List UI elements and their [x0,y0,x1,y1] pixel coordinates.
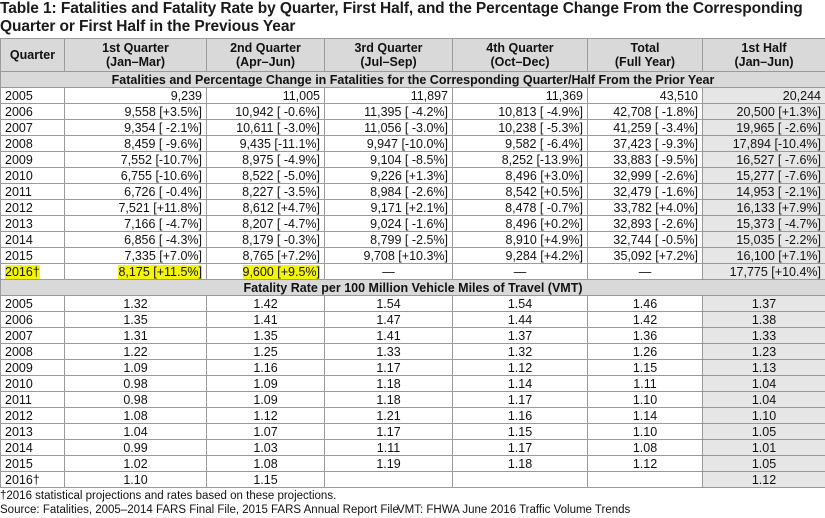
value-cell: 41,259 [ -3.4%] [588,120,703,136]
value-cell: 11,897 [325,88,453,104]
column-header [453,39,588,72]
value-cell: 1.36 [588,328,703,344]
column-header-label: 3rd Quarter [354,41,423,55]
column-header-label: 4th Quarter [486,41,554,55]
column-header-label: Total [630,41,660,55]
value-cell: 1.37 [703,296,825,312]
column-header-label: 1st Quarter [102,41,169,55]
value-cell: 15,373 [ -4.7%] [703,216,825,232]
value-cell: 1.37 [453,328,588,344]
year-cell: 2009 [1,152,65,168]
value-cell: 8,179 [ -0.3%] [207,232,325,248]
value-cell: 1.46 [588,296,703,312]
section-row [1,280,825,296]
section-title: Fatalities and Percentage Change in Fatalities for the Corresponding Quarter/Half From the Prior Year [1,72,825,88]
value-cell: 1.15 [453,424,588,440]
value-cell: 1.17 [325,424,453,440]
value-cell: 15,277 [ -7.6%] [703,168,825,184]
value-cell: 9,354 [ -2.1%] [65,120,207,136]
year-cell: 2015 [1,248,65,264]
value-cell: 1.19 [325,456,453,472]
value-cell: 1.08 [207,456,325,472]
value-cell: 17,894 [-10.4%] [703,136,825,152]
value-cell: 1.10 [588,424,703,440]
value-cell: 8,799 [ -2.5%] [325,232,453,248]
value-cell: 8,459 [ -9.6%] [65,136,207,152]
value-cell: 1.17 [325,360,453,376]
value-cell: 8,910 [+4.9%] [453,232,588,248]
table-row [1,424,825,440]
value-cell [453,472,588,488]
value-cell: 8,496 [+3.0%] [453,168,588,184]
table-row [1,296,825,312]
value-cell: 35,092 [+7.2%] [588,248,703,264]
value-cell: 1.35 [65,312,207,328]
value-cell: 1.14 [588,408,703,424]
value-cell: 1.38 [703,312,825,328]
value-cell: 1.18 [453,456,588,472]
value-cell: 1.11 [325,440,453,456]
value-cell: 6,856 [ -4.3%] [65,232,207,248]
column-header-label: Quarter [9,48,56,62]
value-cell: 1.04 [65,424,207,440]
year-cell: 2012 [1,408,65,424]
value-cell: 16,100 [+7.1%] [703,248,825,264]
value-cell: 32,893 [ -2.6%] [588,216,703,232]
year-cell: 2005 [1,296,65,312]
footnote-vmt: VMT: FHWA June 2016 Traffic Volume Trends [397,504,631,516]
table-row [1,392,825,408]
value-cell: 1.07 [207,424,325,440]
value-cell: 6,726 [ -0.4%] [65,184,207,200]
table-row [1,408,825,424]
column-header [1,39,65,72]
value-cell: 16,527 [ -7.6%] [703,152,825,168]
value-cell: 1.21 [325,408,453,424]
value-cell: 9,558 [+3.5%] [65,104,207,120]
value-cell: 1.15 [207,472,325,488]
value-cell: 19,965 [ -2.6%] [703,120,825,136]
value-cell: 1.09 [65,360,207,376]
value-cell: 8,975 [ -4.9%] [207,152,325,168]
value-cell: 11,005 [207,88,325,104]
value-cell: 1.26 [588,344,703,360]
year-cell [1,264,65,280]
value-cell: 1.11 [588,376,703,392]
value-cell: 1.02 [65,456,207,472]
column-header-sublabel: (Jan–Mar) [105,55,166,69]
table-row [1,104,825,120]
table-body [1,72,825,488]
highlighted-value: 9,600 [+9.5%] [242,264,320,279]
value-cell: 9,947 [-10.0%] [325,136,453,152]
value-cell: 1.47 [325,312,453,328]
year-cell: 2014 [1,232,65,248]
year-cell: 2009 [1,360,65,376]
value-cell: 6,755 [-10.6%] [65,168,207,184]
year-cell: 2014 [1,440,65,456]
value-cell: 37,423 [ -9.3%] [588,136,703,152]
value-cell: 1.04 [703,392,825,408]
value-cell: 9,226 [+1.3%] [325,168,453,184]
value-cell: 10,611 [ -3.0%] [207,120,325,136]
value-cell: 1.03 [207,440,325,456]
value-cell: 1.16 [453,408,588,424]
value-cell: 8,227 [ -3.5%] [207,184,325,200]
value-cell: 1.12 [588,456,703,472]
column-header-sublabel: (Apr–Jun) [235,55,296,69]
value-cell: 8,207 [ -4.7%] [207,216,325,232]
value-cell: 10,813 [ -4.9%] [453,104,588,120]
value-cell: 43,510 [588,88,703,104]
value-cell: 1.01 [703,440,825,456]
value-cell: 1.08 [65,408,207,424]
year-cell: 2008 [1,344,65,360]
value-cell: 33,782 [+4.0%] [588,200,703,216]
value-cell: 32,479 [ -1.6%] [588,184,703,200]
value-cell: 1.32 [453,344,588,360]
year-cell: 2015 [1,456,65,472]
value-cell: 17,775 [+10.4%] [703,264,825,280]
table-row [1,360,825,376]
value-cell: 0.99 [65,440,207,456]
value-cell: 11,395 [ -4.2%] [325,104,453,120]
value-cell: 1.32 [65,296,207,312]
value-cell: 14,953 [ -2.1%] [703,184,825,200]
value-cell: 1.44 [453,312,588,328]
value-cell: 16,133 [+7.9%] [703,200,825,216]
value-cell: 1.05 [703,424,825,440]
value-cell: 1.13 [703,360,825,376]
table-row [1,264,825,280]
value-cell: — [325,264,453,280]
value-cell: 1.12 [703,472,825,488]
table-row [1,136,825,152]
table-row [1,168,825,184]
value-cell: 32,999 [ -2.6%] [588,168,703,184]
value-cell: 1.15 [588,360,703,376]
value-cell: 32,744 [ -0.5%] [588,232,703,248]
value-cell: 8,522 [ -5.0%] [207,168,325,184]
table-row [1,376,825,392]
value-cell: 1.22 [65,344,207,360]
table-row [1,312,825,328]
column-header-label: 1st Half [741,41,787,55]
table-title: Table 1: Fatalities and Fatality Rate by Quarter, First Half, and the Percentage Change From the Corresponding Quarter or First Half in the Previous Year [0,0,803,35]
value-cell: 1.54 [325,296,453,312]
value-cell: 1.12 [453,360,588,376]
value-cell: 8,496 [+0.2%] [453,216,588,232]
column-header [588,39,703,72]
table-row [1,472,825,488]
year-cell: 2008 [1,136,65,152]
value-cell: 1.41 [325,328,453,344]
table-row [1,248,825,264]
value-cell: 33,883 [ -9.5%] [588,152,703,168]
value-cell [588,472,703,488]
value-cell: 20,500 [+1.3%] [703,104,825,120]
value-cell: 8,542 [+0.5%] [453,184,588,200]
year-cell: 2011 [1,184,65,200]
year-cell: 2016† [1,472,65,488]
footnote-projection: †2016 statistical projections and rates based on these projections. [0,490,337,502]
table-header [1,39,825,72]
column-header-sublabel: (Jan–Jun) [734,55,794,69]
value-cell: 1.42 [207,296,325,312]
value-cell: 1.33 [703,328,825,344]
value-cell: 9,239 [65,88,207,104]
fatalities-table [0,38,825,488]
value-cell: 1.14 [453,376,588,392]
value-cell: 9,582 [ -6.4%] [453,136,588,152]
value-cell: 1.18 [325,376,453,392]
value-cell: 8,765 [+7.2%] [207,248,325,264]
year-cell: 2005 [1,88,65,104]
column-header-sublabel: (Oct–Dec) [490,55,550,69]
section-row [1,72,825,88]
value-cell: 7,521 [+11.8%] [65,200,207,216]
table-row [1,456,825,472]
value-cell [65,264,207,280]
table-row [1,328,825,344]
value-cell: 1.18 [325,392,453,408]
table-row [1,232,825,248]
value-cell: 8,612 [+4.7%] [207,200,325,216]
value-cell: 1.41 [207,312,325,328]
year-cell: 2010 [1,376,65,392]
value-cell: 11,369 [453,88,588,104]
value-cell: 1.31 [65,328,207,344]
value-cell: 9,435 [-11.1%] [207,136,325,152]
column-header [65,39,207,72]
column-header-label: 2nd Quarter [230,41,301,55]
year-cell: 2007 [1,120,65,136]
table-row [1,184,825,200]
value-cell: 9,171 [+2.1%] [325,200,453,216]
table-row [1,344,825,360]
column-header [207,39,325,72]
value-cell: 1.04 [703,376,825,392]
table-row [1,440,825,456]
value-cell: 1.10 [703,408,825,424]
value-cell: 1.05 [703,456,825,472]
year-cell: 2007 [1,328,65,344]
value-cell: 0.98 [65,376,207,392]
year-cell: 2010 [1,168,65,184]
value-cell: 11,056 [ -3.0%] [325,120,453,136]
value-cell: 1.23 [703,344,825,360]
footnote-source: Source: Fatalities, 2005–2014 FARS Final File, 2015 FARS Annual Report File [0,504,399,516]
column-header-sublabel: (Full Year) [614,55,676,69]
value-cell: 42,708 [ -1.8%] [588,104,703,120]
year-cell: 2012 [1,200,65,216]
value-cell: 8,252 [-13.9%] [453,152,588,168]
value-cell: 9,024 [ -1.6%] [325,216,453,232]
value-cell: 1.09 [207,376,325,392]
value-cell: 10,238 [ -5.3%] [453,120,588,136]
table-row [1,88,825,104]
value-cell: 1.09 [207,392,325,408]
value-cell: 1.17 [453,392,588,408]
value-cell: 1.10 [65,472,207,488]
value-cell: 9,284 [+4.2%] [453,248,588,264]
value-cell: 7,166 [ -4.7%] [65,216,207,232]
value-cell: 1.12 [207,408,325,424]
value-cell: 1.25 [207,344,325,360]
value-cell: 1.10 [588,392,703,408]
value-cell [207,264,325,280]
value-cell: 9,104 [ -8.5%] [325,152,453,168]
value-cell: 8,984 [ -2.6%] [325,184,453,200]
value-cell: 1.08 [588,440,703,456]
value-cell: 1.35 [207,328,325,344]
year-cell: 2013 [1,424,65,440]
value-cell: — [453,264,588,280]
value-cell: 1.54 [453,296,588,312]
value-cell: 0.98 [65,392,207,408]
year-cell: 2013 [1,216,65,232]
value-cell [325,472,453,488]
value-cell: 15,035 [ -2.2%] [703,232,825,248]
value-cell: 7,552 [-10.7%] [65,152,207,168]
year-cell: 2011 [1,392,65,408]
value-cell: 20,244 [703,88,825,104]
highlighted-value: 8,175 [+11.5%] [118,264,202,279]
table-row [1,152,825,168]
section-title: Fatality Rate per 100 Million Vehicle Miles of Travel (VMT) [1,280,825,296]
value-cell: — [588,264,703,280]
value-cell: 1.17 [453,440,588,456]
value-cell: 8,478 [ -0.7%] [453,200,588,216]
value-cell: 1.42 [588,312,703,328]
table-row [1,216,825,232]
column-header [703,39,825,72]
value-cell: 9,708 [+10.3%] [325,248,453,264]
column-header-sublabel: (Jul–Sep) [360,55,417,69]
value-cell: 1.16 [207,360,325,376]
value-cell: 1.33 [325,344,453,360]
highlighted-value: 2016† [5,264,40,279]
table-row [1,200,825,216]
year-cell: 2006 [1,104,65,120]
table-row [1,120,825,136]
year-cell: 2006 [1,312,65,328]
column-header [325,39,453,72]
value-cell: 7,335 [+7.0%] [65,248,207,264]
value-cell: 10,942 [ -0.6%] [207,104,325,120]
